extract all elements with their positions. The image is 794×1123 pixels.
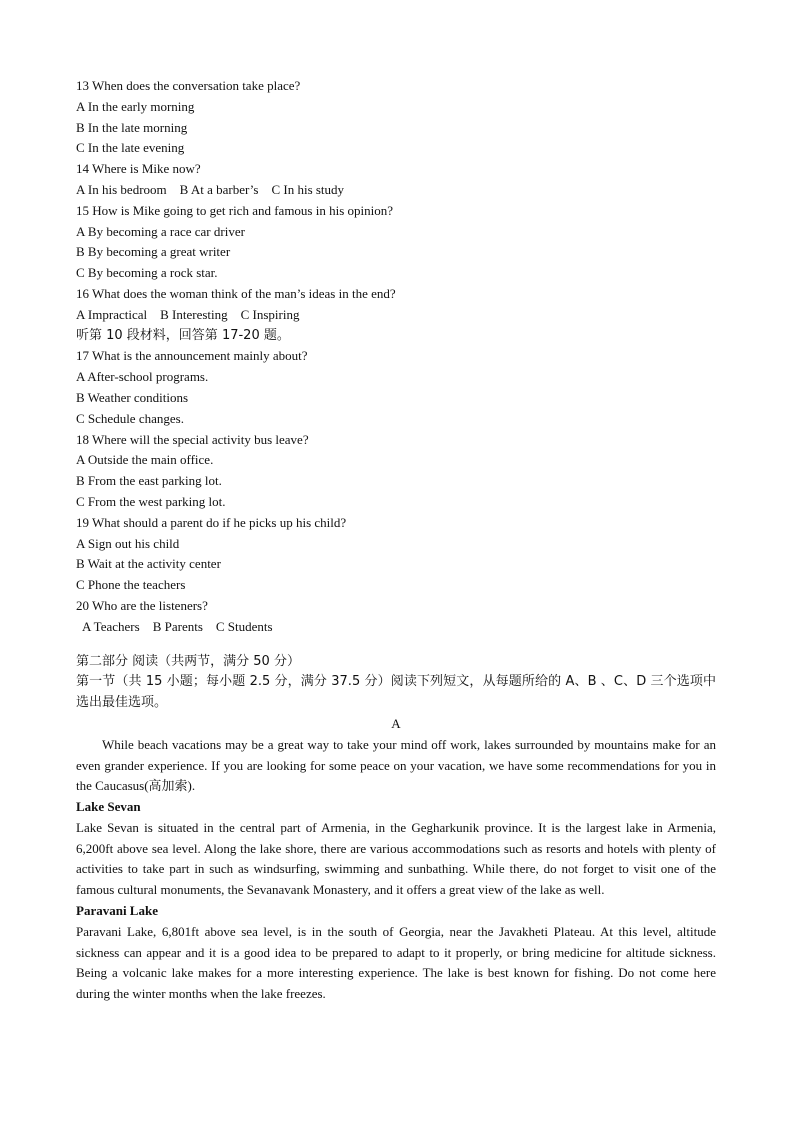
option-19c: C Phone the teachers (76, 577, 186, 593)
lake-sevan-text: Lake Sevan is situated in the central part of Armenia, in the Gegharkunik province. It is the largest lake in Armenia, 6,200ft above sea level. Along the lake shore, there are various accommodations such as resorts and hotels with plenty of activities to take part in such as windsurfing, swimming and sunbathing. While there, do not forget to visit one of the famous cultural monuments, the Sevanavank Monastery, and it offers a great view of the lake as well. (76, 819, 716, 898)
paravani-lake-text: Paravani Lake, 6,801ft above sea level, is in the south of Georgia, near the Javakheti Plateau. At this level, altitude sickness can appear and it is a good idea to be prepared to adapt to it properly, or bring medicine for altitude sickness. Being a volcanic lake makes for a more interesting experience. The lake is best known for fishing. Do not come here during the winter months when the lake freezes. (76, 923, 716, 1002)
option-19b: B Wait at the activity center (76, 556, 221, 572)
reading-section (76, 652, 716, 1006)
option-15c: C By becoming a rock star. (76, 265, 218, 281)
section-gap (76, 638, 716, 652)
options-20: A Teachers B Parents C Students (82, 618, 273, 634)
option-13c: C In the late evening (76, 140, 185, 156)
paravani-lake-heading: Paravani Lake (76, 903, 158, 919)
question-18: 18 Where will the special activity bus leave? (76, 431, 309, 447)
question-13: 13 When does the conversation take place? (76, 78, 301, 93)
options-16: A Impractical B Interesting C Inspiring (76, 306, 300, 322)
question-19: 19 What should a parent do if he picks up his child? (76, 514, 347, 530)
question-16: 16 What does the woman think of the man’s ideas in the end? (76, 285, 396, 301)
option-15a: A By becoming a race car driver (76, 223, 245, 239)
question-15: 15 How is Mike going to get rich and famous in his opinion? (76, 202, 394, 218)
passage-intro: While beach vacations may be a great way to take your mind off work, lakes surrounded by mountains make for an even grander experience. If you are looking for some peace on your vacation, we have some recommendations for you in the Caucasus(高加索). (76, 736, 716, 794)
option-18b: B From the east parking lot. (76, 473, 222, 489)
option-13b: B In the late morning (76, 119, 188, 135)
question-20: 20 Who are the listeners? (76, 597, 208, 613)
lake-sevan-heading: Lake Sevan (76, 799, 141, 815)
question-14: 14 Where is Mike now? (76, 161, 201, 177)
option-19a: A Sign out his child (76, 535, 180, 551)
listening-questions (76, 76, 716, 638)
section-title: 第二部分 阅读（共两节，满分 50 分） (76, 653, 300, 669)
option-15b: B By becoming a great writer (76, 244, 231, 260)
options-14: A In his bedroom B At a barber’s C In his study (76, 181, 345, 197)
passage-label: A (391, 715, 401, 731)
option-13a: A In the early morning (76, 98, 195, 114)
section-10-instruction: 听第 10 段材料，回答第 17-20 题。 (76, 327, 290, 343)
section-instructions: 第一节（共 15 小题；每小题 2.5 分，满分 37.5 分）阅读下列短文，从每题所给的 A、B 、C、D 三个选项中选出最佳选项。 (76, 674, 716, 711)
option-17b: B Weather conditions (76, 389, 189, 405)
document-page (76, 76, 716, 1005)
option-17c: C Schedule changes. (76, 410, 184, 426)
option-18a: A Outside the main office. (76, 452, 214, 468)
option-17a: A After-school programs. (76, 369, 209, 385)
option-18c: C From the west parking lot. (76, 493, 226, 509)
question-17: 17 What is the announcement mainly about? (76, 348, 308, 364)
